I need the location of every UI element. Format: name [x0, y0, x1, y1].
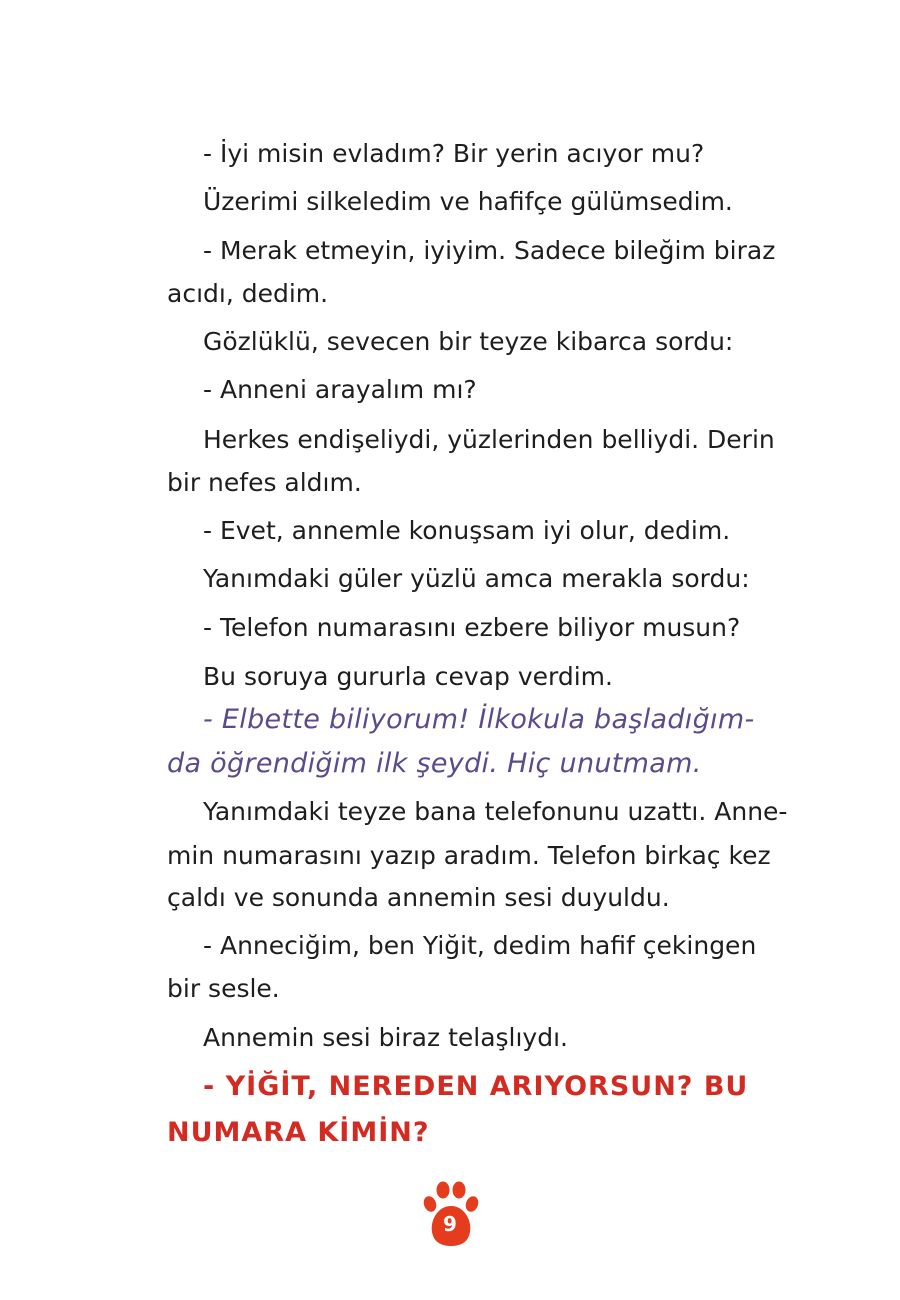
shouting-speech-line: NUMARA KİMİN? [167, 1117, 430, 1148]
text-line: - Anneciğim, ben Yiğit, dedim hafif çekingen [203, 931, 757, 960]
text-line: bir nefes aldım. [167, 468, 362, 497]
emphasized-speech-line: - Elbette biliyorum! İlkokula başladığım- [203, 704, 755, 735]
page-number: 9 [443, 1212, 457, 1236]
text-line: Gözlüklü, sevecen bir teyze kibarca sordu: [203, 327, 734, 356]
text-line: - Telefon numarasını ezbere biliyor musun? [203, 613, 741, 642]
text-line: Bu soruya gururla cevap verdim. [203, 662, 613, 691]
text-line: - Merak etmeyin, iyiyim. Sadece bileğim biraz [203, 236, 776, 265]
emphasized-speech-line: da öğrendiğim ilk şeydi. Hiç unutmam. [167, 748, 702, 779]
text-line: - Anneni arayalım mı? [203, 375, 477, 404]
text-line: bir sesle. [167, 974, 280, 1003]
text-line: - Evet, annemle konuşsam iyi olur, dedim. [203, 516, 731, 545]
text-line: min numarasını yazıp aradım. Telefon birkaç kez [167, 841, 771, 870]
text-line: Yanımdaki teyze bana telefonunu uzattı. Anne- [203, 797, 788, 826]
text-line: - İyi misin evladım? Bir yerin acıyor mu? [203, 139, 705, 168]
shouting-speech-line: - YİĞİT, NEREDEN ARIYORSUN? BU [203, 1071, 749, 1102]
text-line: acıdı, dedim. [167, 279, 329, 308]
text-line: Yanımdaki güler yüzlü amca merakla sordu: [203, 564, 750, 593]
text-line: Herkes endişeliydi, yüzlerinden belliydi. Derin [203, 425, 775, 454]
text-line: Annemin sesi biraz telaşlıydı. [203, 1023, 568, 1052]
text-line: Üzerimi silkeledim ve hafifçe gülümsedim. [203, 187, 733, 216]
text-line: çaldı ve sonunda annemin sesi duyuldu. [167, 883, 670, 912]
